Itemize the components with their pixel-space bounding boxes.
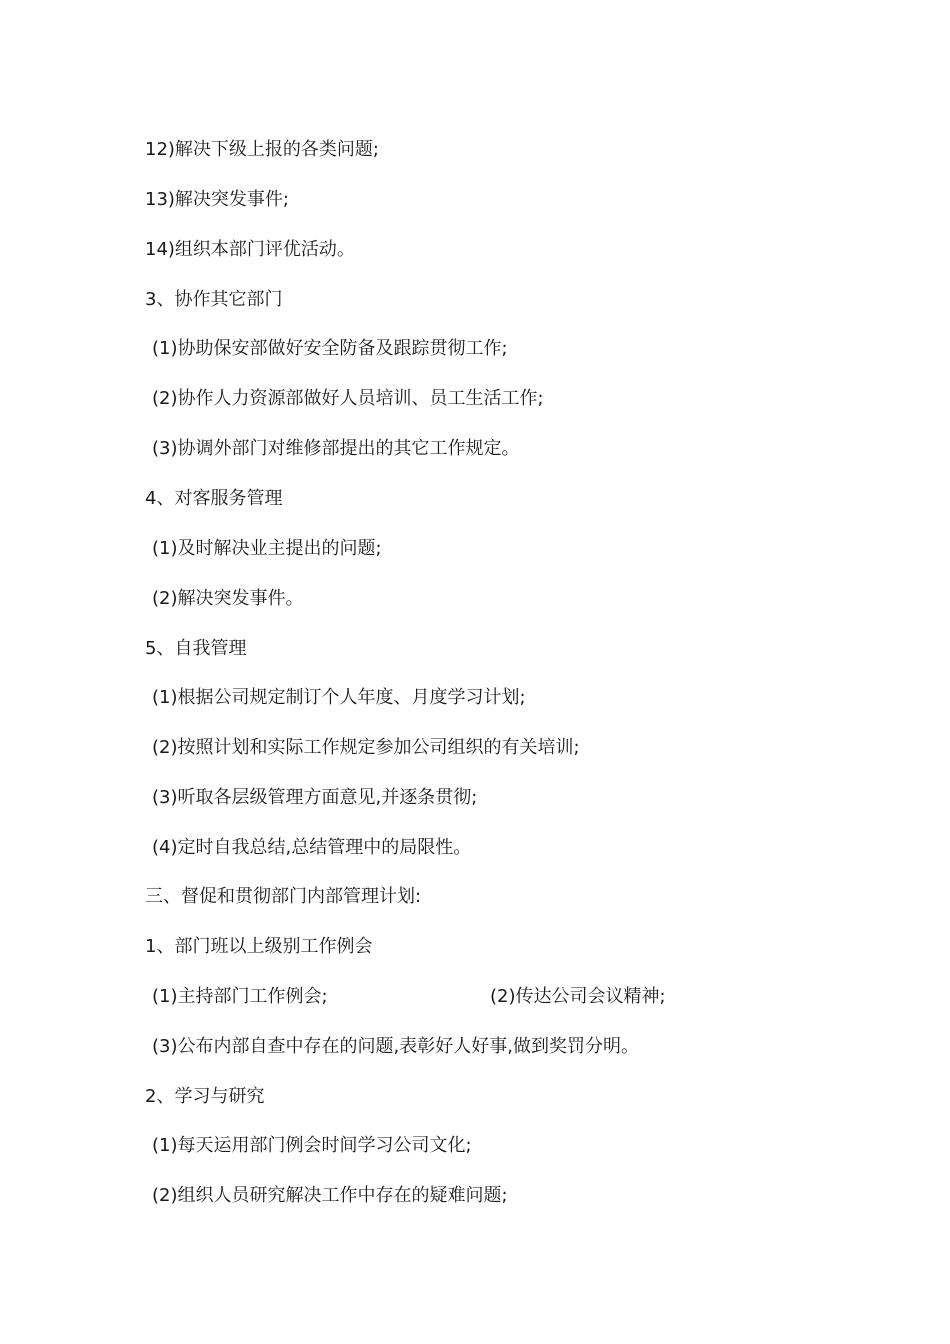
section-heading-3: 3、协作其它部门 (145, 289, 283, 310)
list-item-12: 12)解决下级上报的各类问题; (145, 139, 379, 160)
sub-item-3-2: (2)协作人力资源部做好人员培训、员工生活工作; (152, 388, 544, 409)
section-heading-meeting: 1、部门班以上级别工作例会 (145, 936, 373, 957)
sub-item-5-2: (2)按照计划和实际工作规定参加公司组织的有关培训; (152, 737, 580, 758)
section-heading-study: 2、学习与研究 (145, 1086, 265, 1107)
sub-item-5-4: (4)定时自我总结,总结管理中的局限性。 (152, 837, 472, 858)
sub-item-study-1: (1)每天运用部门例会时间学习公司文化; (152, 1135, 472, 1156)
list-item-14: 14)组织本部门评优活动。 (145, 239, 355, 260)
sub-item-meeting-3: (3)公布内部自查中存在的问题,表彰好人好事,做到奖罚分明。 (152, 1036, 639, 1057)
sub-item-5-1: (1)根据公司规定制订个人年度、月度学习计划; (152, 687, 526, 708)
sub-item-study-2: (2)组织人员研究解决工作中存在的疑难问题; (152, 1185, 508, 1206)
sub-item-meeting-1: (1)主持部门工作例会; (152, 986, 328, 1007)
sub-item-3-3: (3)协调外部门对维修部提出的其它工作规定。 (152, 438, 520, 459)
list-item-13: 13)解决突发事件; (145, 189, 289, 210)
sub-item-5-3: (3)听取各层级管理方面意见,并逐条贯彻; (152, 787, 478, 808)
sub-item-4-1: (1)及时解决业主提出的问题; (152, 538, 382, 559)
sub-item-meeting-2: (2)传达公司会议精神; (490, 986, 666, 1007)
chapter-heading-3: 三、督促和贯彻部门内部管理计划: (145, 886, 422, 907)
section-heading-5: 5、自我管理 (145, 638, 247, 659)
sub-item-4-2: (2)解决突发事件。 (152, 588, 304, 609)
section-heading-4: 4、对客服务管理 (145, 488, 283, 509)
sub-item-3-1: (1)协助保安部做好安全防备及跟踪贯彻工作; (152, 338, 508, 359)
